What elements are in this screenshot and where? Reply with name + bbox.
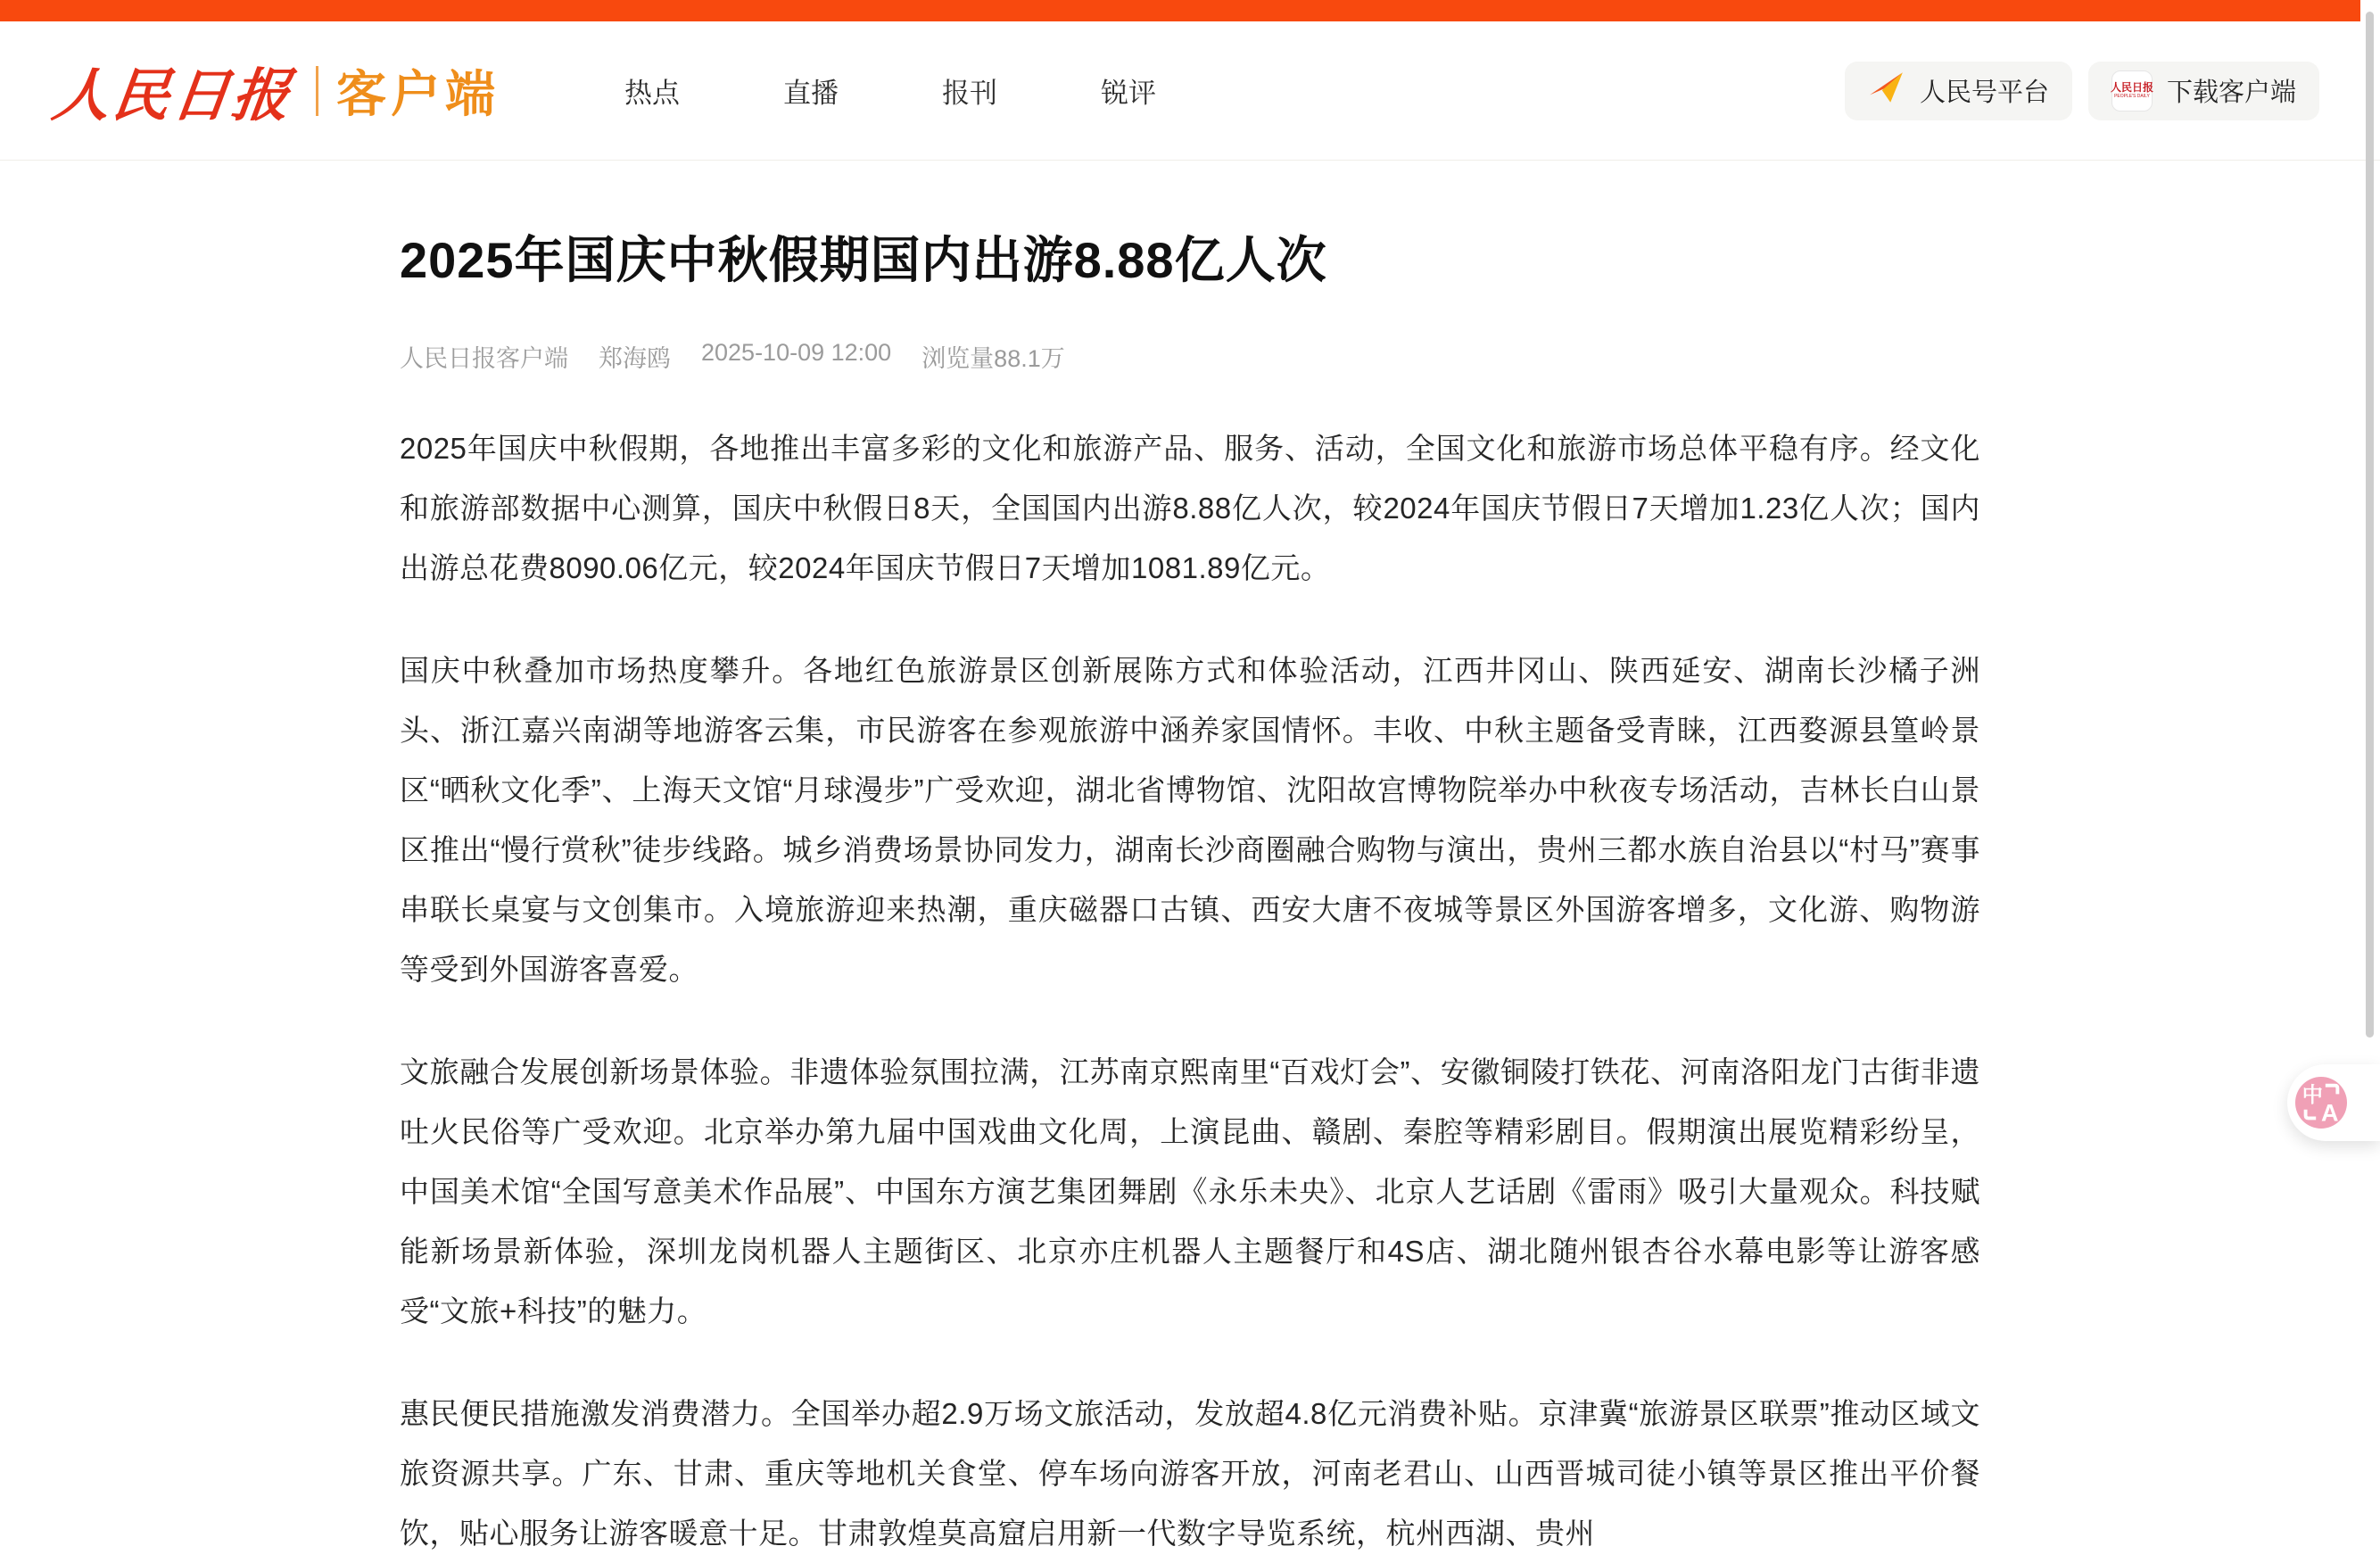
svg-text:A: A: [2321, 1099, 2339, 1127]
people-daily-app-icon: 人民日报 PEOPLE'S DAILY: [2111, 70, 2153, 112]
paper-plane-icon: [1868, 70, 1905, 112]
logo-suffix-text: 客户端: [336, 65, 500, 122]
nav-item-hotspots[interactable]: 热点: [624, 78, 680, 109]
article-meta: [400, 339, 1980, 374]
meta-source: 人民日报客户端: [400, 345, 568, 372]
logo-divider: [316, 66, 318, 116]
download-client-button[interactable]: [2088, 62, 2319, 120]
nav-item-commentary[interactable]: 锐评: [1101, 78, 1156, 109]
translate-icon: [2295, 1077, 2347, 1129]
article-title: 2025年国庆中秋假期国内出游8.88亿人次: [400, 232, 1327, 288]
main-nav: [624, 70, 1156, 111]
peoples-account-platform-label: 人民号平台: [1919, 79, 2049, 107]
meta-datetime: 2025-10-09 12:00: [701, 339, 892, 366]
logo-brand-text: 人民日报: [48, 62, 296, 129]
article-paragraph: 国庆中秋叠加市场热度攀升。各地红色旅游景区创新展陈方式和体验活动，江西井冈山、陕西延安、湖南长沙橘子洲头、浙江嘉兴南湖等地游客云集，市民游客在参观旅游中涵养家国情怀。丰收、中秋主题备受青睐，江西婺源县篁岭景区“晒秋文化季”、上海天文馆“月球漫步”广受欢迎，湖北省博物馆、沈阳故宫博物院举办中秋夜专场活动，吉林长白山景区推出“慢行赏秋”徒步线路。城乡消费场景协同发力，湖南长沙商圈融合购物与演出，贵州三都水族自治县以“村马”赛事串联长桌宴与文创集市。入境旅游迎来热潮，重庆磁器口古镇、西安大唐不夜城等景区外国游客增多，文化游、购物游等受到外国游客喜爱。: [400, 654, 1980, 986]
scrollbar-track: [2360, 0, 2380, 1418]
article-paragraph: 文旅融合发展创新场景体验。非遗体验氛围拉满，江苏南京熙南里“百戏灯会”、安徽铜陵打铁花、河南洛阳龙门古街非遗吐火民俗等广受欢迎。北京举办第九届中国戏曲文化周，上演昆曲、赣剧、秦腔等精彩剧目。假期演出展览精彩纷呈，中国美术馆“全国写意美术作品展”、中国东方演艺集团舞剧《永乐未央》、北京人艺话剧《雷雨》吸引大量观众。科技赋能新场景新体验，深圳龙岗机器人主题街区、北京亦庄机器人主题餐厅和4S店、湖北随州银杏谷水幕电影等让游客感受“文旅+科技”的魅力。: [400, 1055, 1980, 1327]
peoples-account-platform-button[interactable]: [1845, 62, 2072, 120]
nav-item-live[interactable]: 直播: [783, 78, 839, 109]
top-accent-bar: [0, 0, 2360, 21]
article-paragraph: 2025年国庆中秋假期，各地推出丰富多彩的文化和旅游产品、服务、活动，全国文化和旅游市场总体平稳有序。经文化和旅游部数据中心测算，国庆中秋假日8天，全国国内出游8.88亿人次，较2024年国庆节假日7天增加1.23亿人次；国内出游总花费8090.06亿元，较2024年国庆节假日7天增加1081.89亿元。: [400, 432, 1980, 584]
download-client-label: 下载客户端: [2166, 79, 2296, 107]
nav-item-newspapers[interactable]: 报刊: [942, 78, 997, 109]
header-actions: [1845, 62, 2319, 120]
meta-views: 浏览量88.1万: [921, 345, 1065, 372]
site-logo[interactable]: [48, 50, 500, 132]
scrollbar-thumb[interactable]: [2366, 12, 2374, 1038]
article-paragraph: 惠民便民措施激发消费潜力。全国举办超2.9万场文旅活动，发放超4.8亿元消费补贴。京津冀“旅游景区联票”推动区域文旅资源共享。广东、甘肃、重庆等地机关食堂、停车场向游客开放，河南老君山、山西晋城司徒小镇等景区推出平价餐饮，贴心服务让游客暖意十足。甘肃敦煌莫高窟启用新一代数字导览系统，杭州西湖、贵州: [400, 1397, 1980, 1550]
site-header: [0, 21, 2380, 161]
article-container: [400, 161, 1980, 1563]
meta-author: 郑海鸥: [599, 345, 671, 372]
svg-text:中: 中: [2301, 1083, 2323, 1107]
translate-button[interactable]: [2287, 1064, 2380, 1141]
